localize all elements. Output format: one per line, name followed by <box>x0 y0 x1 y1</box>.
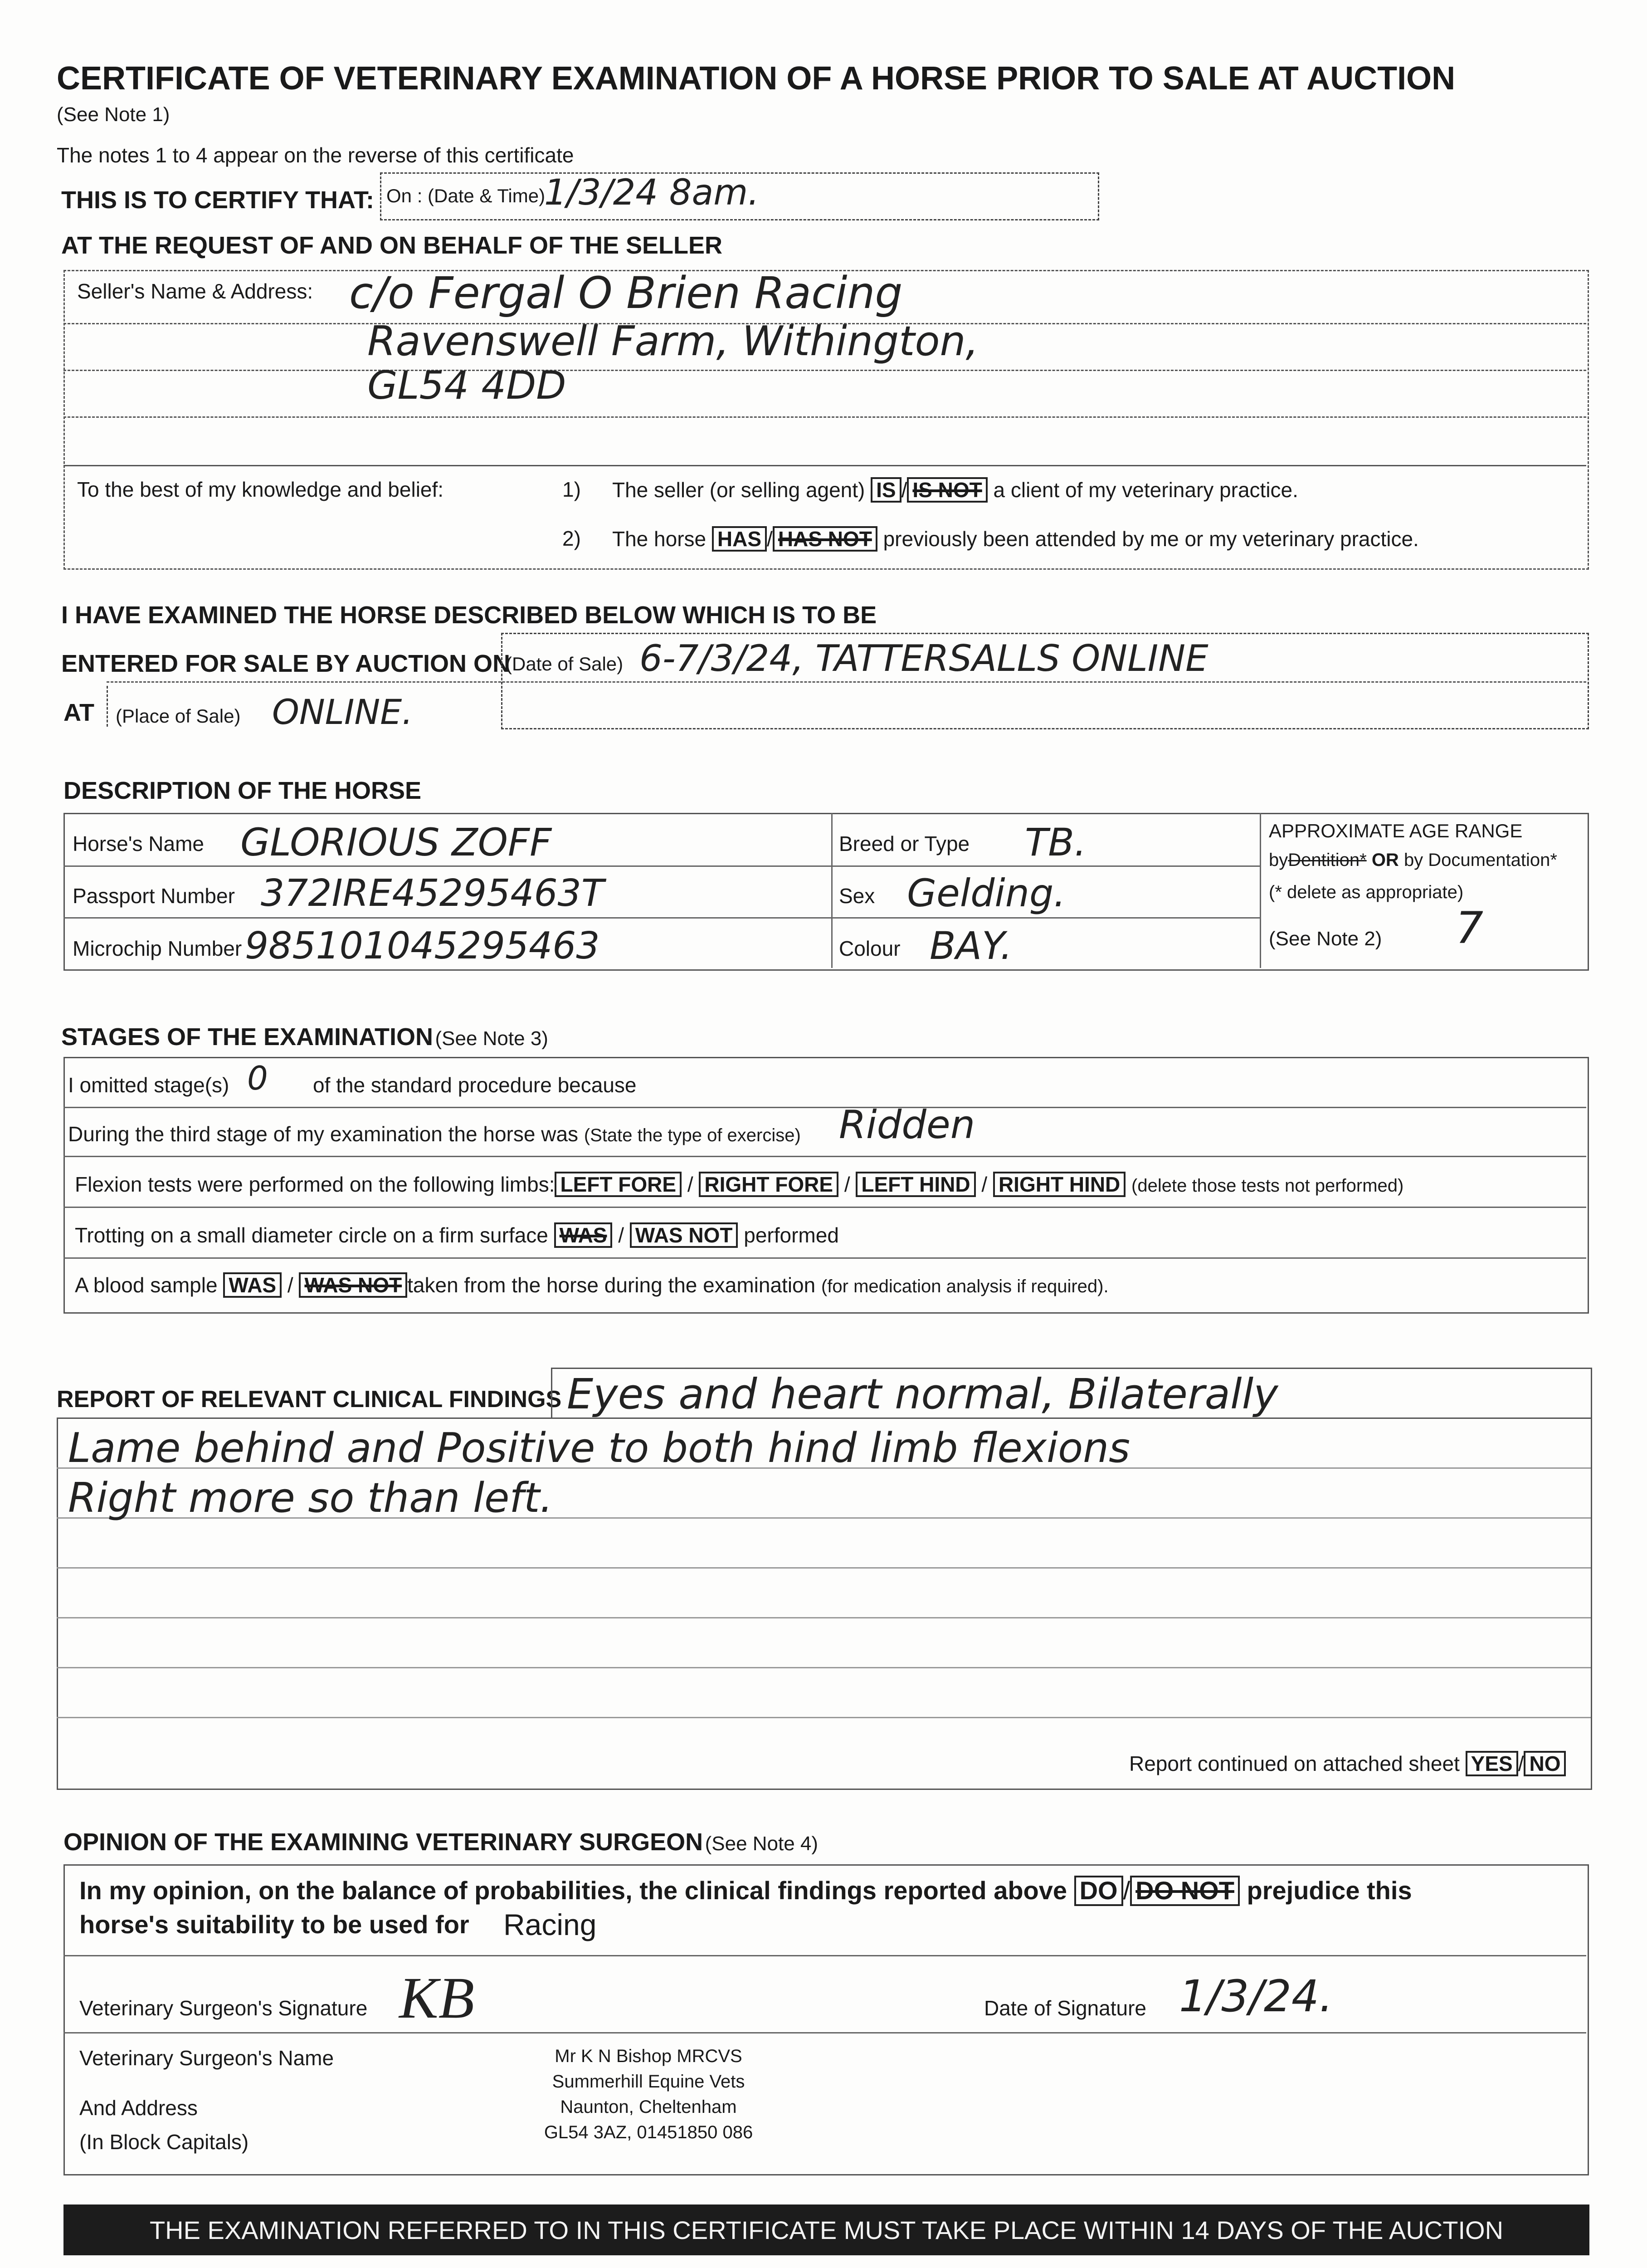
stamp-line-1: Mr K N Bishop MRCVS <box>555 2046 742 2066</box>
statement-2-number: 2) <box>562 527 581 550</box>
opinion-text: In my opinion, on the balance of probabilities, the clinical findings reported above <box>79 1876 1067 1905</box>
block-capitals-label: (In Block Capitals) <box>79 2130 249 2154</box>
age-method-line <box>1269 850 1557 870</box>
colour-label: Colour <box>839 937 901 960</box>
description-heading: DESCRIPTION OF THE HORSE <box>63 777 422 804</box>
certificate-title: CERTIFICATE OF VETERINARY EXAMINATION OF A HORSE PRIOR TO SALE AT AUCTION <box>57 60 1456 97</box>
statement-2 <box>612 526 1419 552</box>
flexion-text: Flexion tests were performed on the following limbs: <box>75 1173 555 1196</box>
blood-suffix: taken from the horse during the examination <box>407 1273 816 1297</box>
vet-stamp <box>531 2043 766 2145</box>
trot-was-struck[interactable]: WAS <box>554 1222 613 1248</box>
omitted-stages-value[interactable]: 0 <box>247 1059 268 1097</box>
do-option[interactable]: DO <box>1074 1876 1123 1906</box>
signature-label: Veterinary Surgeon's Signature <box>79 1996 368 2020</box>
on-date-value[interactable]: 1/3/24 8am. <box>544 172 760 213</box>
statement-2-text: The horse <box>612 527 707 551</box>
age-or: OR <box>1371 850 1399 870</box>
opinion-heading-note: (See Note 4) <box>705 1833 819 1855</box>
third-stage-exercise-value[interactable]: Ridden <box>839 1102 975 1148</box>
knowledge-label: To the best of my knowledge and belief: <box>77 478 444 501</box>
blood-hint: (for medication analysis if required). <box>821 1276 1109 1296</box>
slash-separator: / <box>1123 1876 1130 1905</box>
flexion-left-fore[interactable]: LEFT FORE <box>555 1172 682 1197</box>
date-of-sale-value[interactable]: 6-7/3/24, TATTERSALLS ONLINE <box>639 637 1208 679</box>
at-label: AT <box>63 699 94 726</box>
stages-heading <box>61 1023 548 1051</box>
slash-separator: / <box>844 1173 850 1196</box>
flexion-line <box>75 1172 1403 1197</box>
statement-1-suffix: a client of my veterinary practice. <box>993 478 1298 502</box>
seller-heading: AT THE REQUEST OF AND ON BEHALF OF THE SELLER <box>61 232 722 259</box>
sale-heading-1: I HAVE EXAMINED THE HORSE DESCRIBED BELOW WHICH IS TO BE <box>61 601 877 629</box>
findings-line-3[interactable]: Right more so than left. <box>68 1474 553 1522</box>
age-documentation[interactable]: by Documentation* <box>1403 850 1557 870</box>
age-value[interactable]: 7 <box>1456 903 1484 953</box>
surgeon-name-label: Veterinary Surgeon's Name <box>79 2046 334 2070</box>
slash-separator: / <box>618 1223 624 1247</box>
omitted-stages-text: I omitted stage(s) <box>68 1073 229 1097</box>
breed-value[interactable]: TB. <box>1025 820 1087 865</box>
breed-label: Breed or Type <box>839 832 970 855</box>
omitted-stages-suffix: of the standard procedure because <box>313 1073 637 1097</box>
place-of-sale-value[interactable]: ONLINE. <box>272 692 413 732</box>
footer-banner <box>63 2204 1589 2255</box>
date-of-sale-label: (Date of Sale) <box>506 653 624 675</box>
certify-label: THIS IS TO CERTIFY THAT: <box>61 186 375 214</box>
do-not-option-struck[interactable]: DO NOT <box>1130 1876 1240 1906</box>
flexion-hint: (delete those tests not performed) <box>1131 1176 1404 1196</box>
stamp-line-4: GL54 3AZ, 01451850 086 <box>544 2122 753 2142</box>
has-not-option-struck[interactable]: HAS NOT <box>773 526 877 552</box>
sex-label: Sex <box>839 884 875 908</box>
see-note-1: (See Note 1) <box>57 103 170 126</box>
continued-no[interactable]: NO <box>1524 1751 1566 1776</box>
passport-value[interactable]: 372IRE45295463T <box>261 872 604 915</box>
slash-separator: / <box>981 1173 988 1196</box>
report-continued-line <box>1129 1751 1566 1776</box>
flexion-left-hind[interactable]: LEFT HIND <box>856 1172 975 1197</box>
stamp-line-3: Naunton, Cheltenham <box>560 2097 737 2117</box>
date-of-signature-label: Date of Signature <box>984 1996 1147 2020</box>
statement-1-number: 1) <box>562 478 581 501</box>
place-of-sale-label: (Place of Sale) <box>116 705 241 727</box>
continued-yes[interactable]: YES <box>1466 1751 1518 1776</box>
stages-heading-note: (See Note 3) <box>435 1027 548 1050</box>
blood-line <box>75 1272 1109 1298</box>
seller-address-line-1[interactable]: c/o Fergal O Brien Racing <box>349 268 903 318</box>
statement-1-text: The seller (or selling agent) <box>612 478 865 502</box>
seller-name-label: Seller's Name & Address: <box>77 279 313 303</box>
age-see-note: (See Note 2) <box>1269 928 1382 950</box>
trotting-suffix: performed <box>744 1223 839 1247</box>
statement-2-suffix: previously been attended by me or my veterinary practice. <box>883 527 1419 551</box>
sale-heading-2: ENTERED FOR SALE BY AUCTION ON <box>61 650 511 677</box>
opinion-suffix: prejudice this <box>1247 1876 1412 1905</box>
opinion-heading <box>63 1828 818 1856</box>
age-dentition-struck[interactable]: Dentition* <box>1288 850 1367 870</box>
opinion-heading-text: OPINION OF THE EXAMINING VETERINARY SURGEON <box>63 1828 703 1856</box>
suitability-use-value[interactable]: Racing <box>503 1908 597 1941</box>
surgeon-address-label: And Address <box>79 2096 198 2120</box>
footer-banner-text: THE EXAMINATION REFERRED TO IN THIS CERTIFICATE MUST TAKE PLACE WITHIN 14 DAYS OF THE AUCTION <box>149 2215 1504 2244</box>
slash-separator: / <box>687 1173 693 1196</box>
slash-separator: / <box>287 1273 293 1297</box>
blood-text: A blood sample <box>75 1273 218 1297</box>
sex-value[interactable]: Gelding. <box>907 871 1066 915</box>
trotting-text: Trotting on a small diameter circle on a firm surface <box>75 1223 548 1247</box>
horse-name-label: Horse's Name <box>73 832 204 855</box>
is-option[interactable]: IS <box>871 477 901 503</box>
signature-value[interactable]: KB <box>399 1965 475 2031</box>
report-continued-label: Report continued on attached sheet <box>1129 1752 1460 1775</box>
horse-name-value[interactable]: GLORIOUS ZOFF <box>240 820 552 865</box>
blood-was-not-struck[interactable]: WAS NOT <box>299 1272 407 1298</box>
seller-address-line-2[interactable]: Ravenswell Farm, Withington, <box>367 318 979 365</box>
microchip-value[interactable]: 985101045295463 <box>245 924 600 968</box>
slash-separator: / <box>767 527 773 551</box>
findings-box <box>57 1418 1592 1790</box>
third-stage-hint: (State the type of exercise) <box>584 1125 801 1145</box>
findings-line-2[interactable]: Lame behind and Positive to both hind limb flexions <box>68 1424 1130 1472</box>
seller-address-line-3[interactable]: GL54 4DD <box>367 363 566 408</box>
passport-label: Passport Number <box>73 884 235 908</box>
on-date-label: On : (Date & Time) <box>386 185 546 206</box>
slash-separator: / <box>1518 1752 1524 1775</box>
slash-separator: / <box>901 478 907 502</box>
opinion-line-1 <box>79 1876 1412 1906</box>
microchip-label: Microchip Number <box>73 937 242 960</box>
stamp-line-2: Summerhill Equine Vets <box>552 2072 745 2092</box>
is-not-option-struck[interactable]: IS NOT <box>907 477 987 503</box>
age-by: by <box>1269 850 1288 870</box>
age-range-heading: APPROXIMATE AGE RANGE <box>1269 820 1523 841</box>
findings-heading: REPORT OF RELEVANT CLINICAL FINDINGS <box>57 1386 562 1413</box>
trotting-line <box>75 1222 839 1248</box>
has-option[interactable]: HAS <box>712 526 767 552</box>
date-of-signature-value[interactable]: 1/3/24. <box>1179 1971 1333 2022</box>
findings-line-1[interactable]: Eyes and heart normal, Bilaterally <box>567 1370 1278 1418</box>
notes-line: The notes 1 to 4 appear on the reverse of this certificate <box>57 143 574 167</box>
opinion-line-2: horse's suitability to be used for <box>79 1910 469 1939</box>
trot-was-not[interactable]: WAS NOT <box>630 1222 738 1248</box>
blood-was[interactable]: WAS <box>223 1272 282 1298</box>
flexion-right-hind[interactable]: RIGHT HIND <box>993 1172 1126 1197</box>
colour-value[interactable]: BAY. <box>930 924 1013 968</box>
stages-heading-text: STAGES OF THE EXAMINATION <box>61 1023 434 1051</box>
statement-1 <box>612 477 1298 503</box>
third-stage-text: During the third stage of my examination the horse was <box>68 1122 579 1146</box>
flexion-right-fore[interactable]: RIGHT FORE <box>699 1172 838 1197</box>
age-delete-note: (* delete as appropriate) <box>1269 882 1464 902</box>
third-stage-line <box>68 1122 801 1146</box>
